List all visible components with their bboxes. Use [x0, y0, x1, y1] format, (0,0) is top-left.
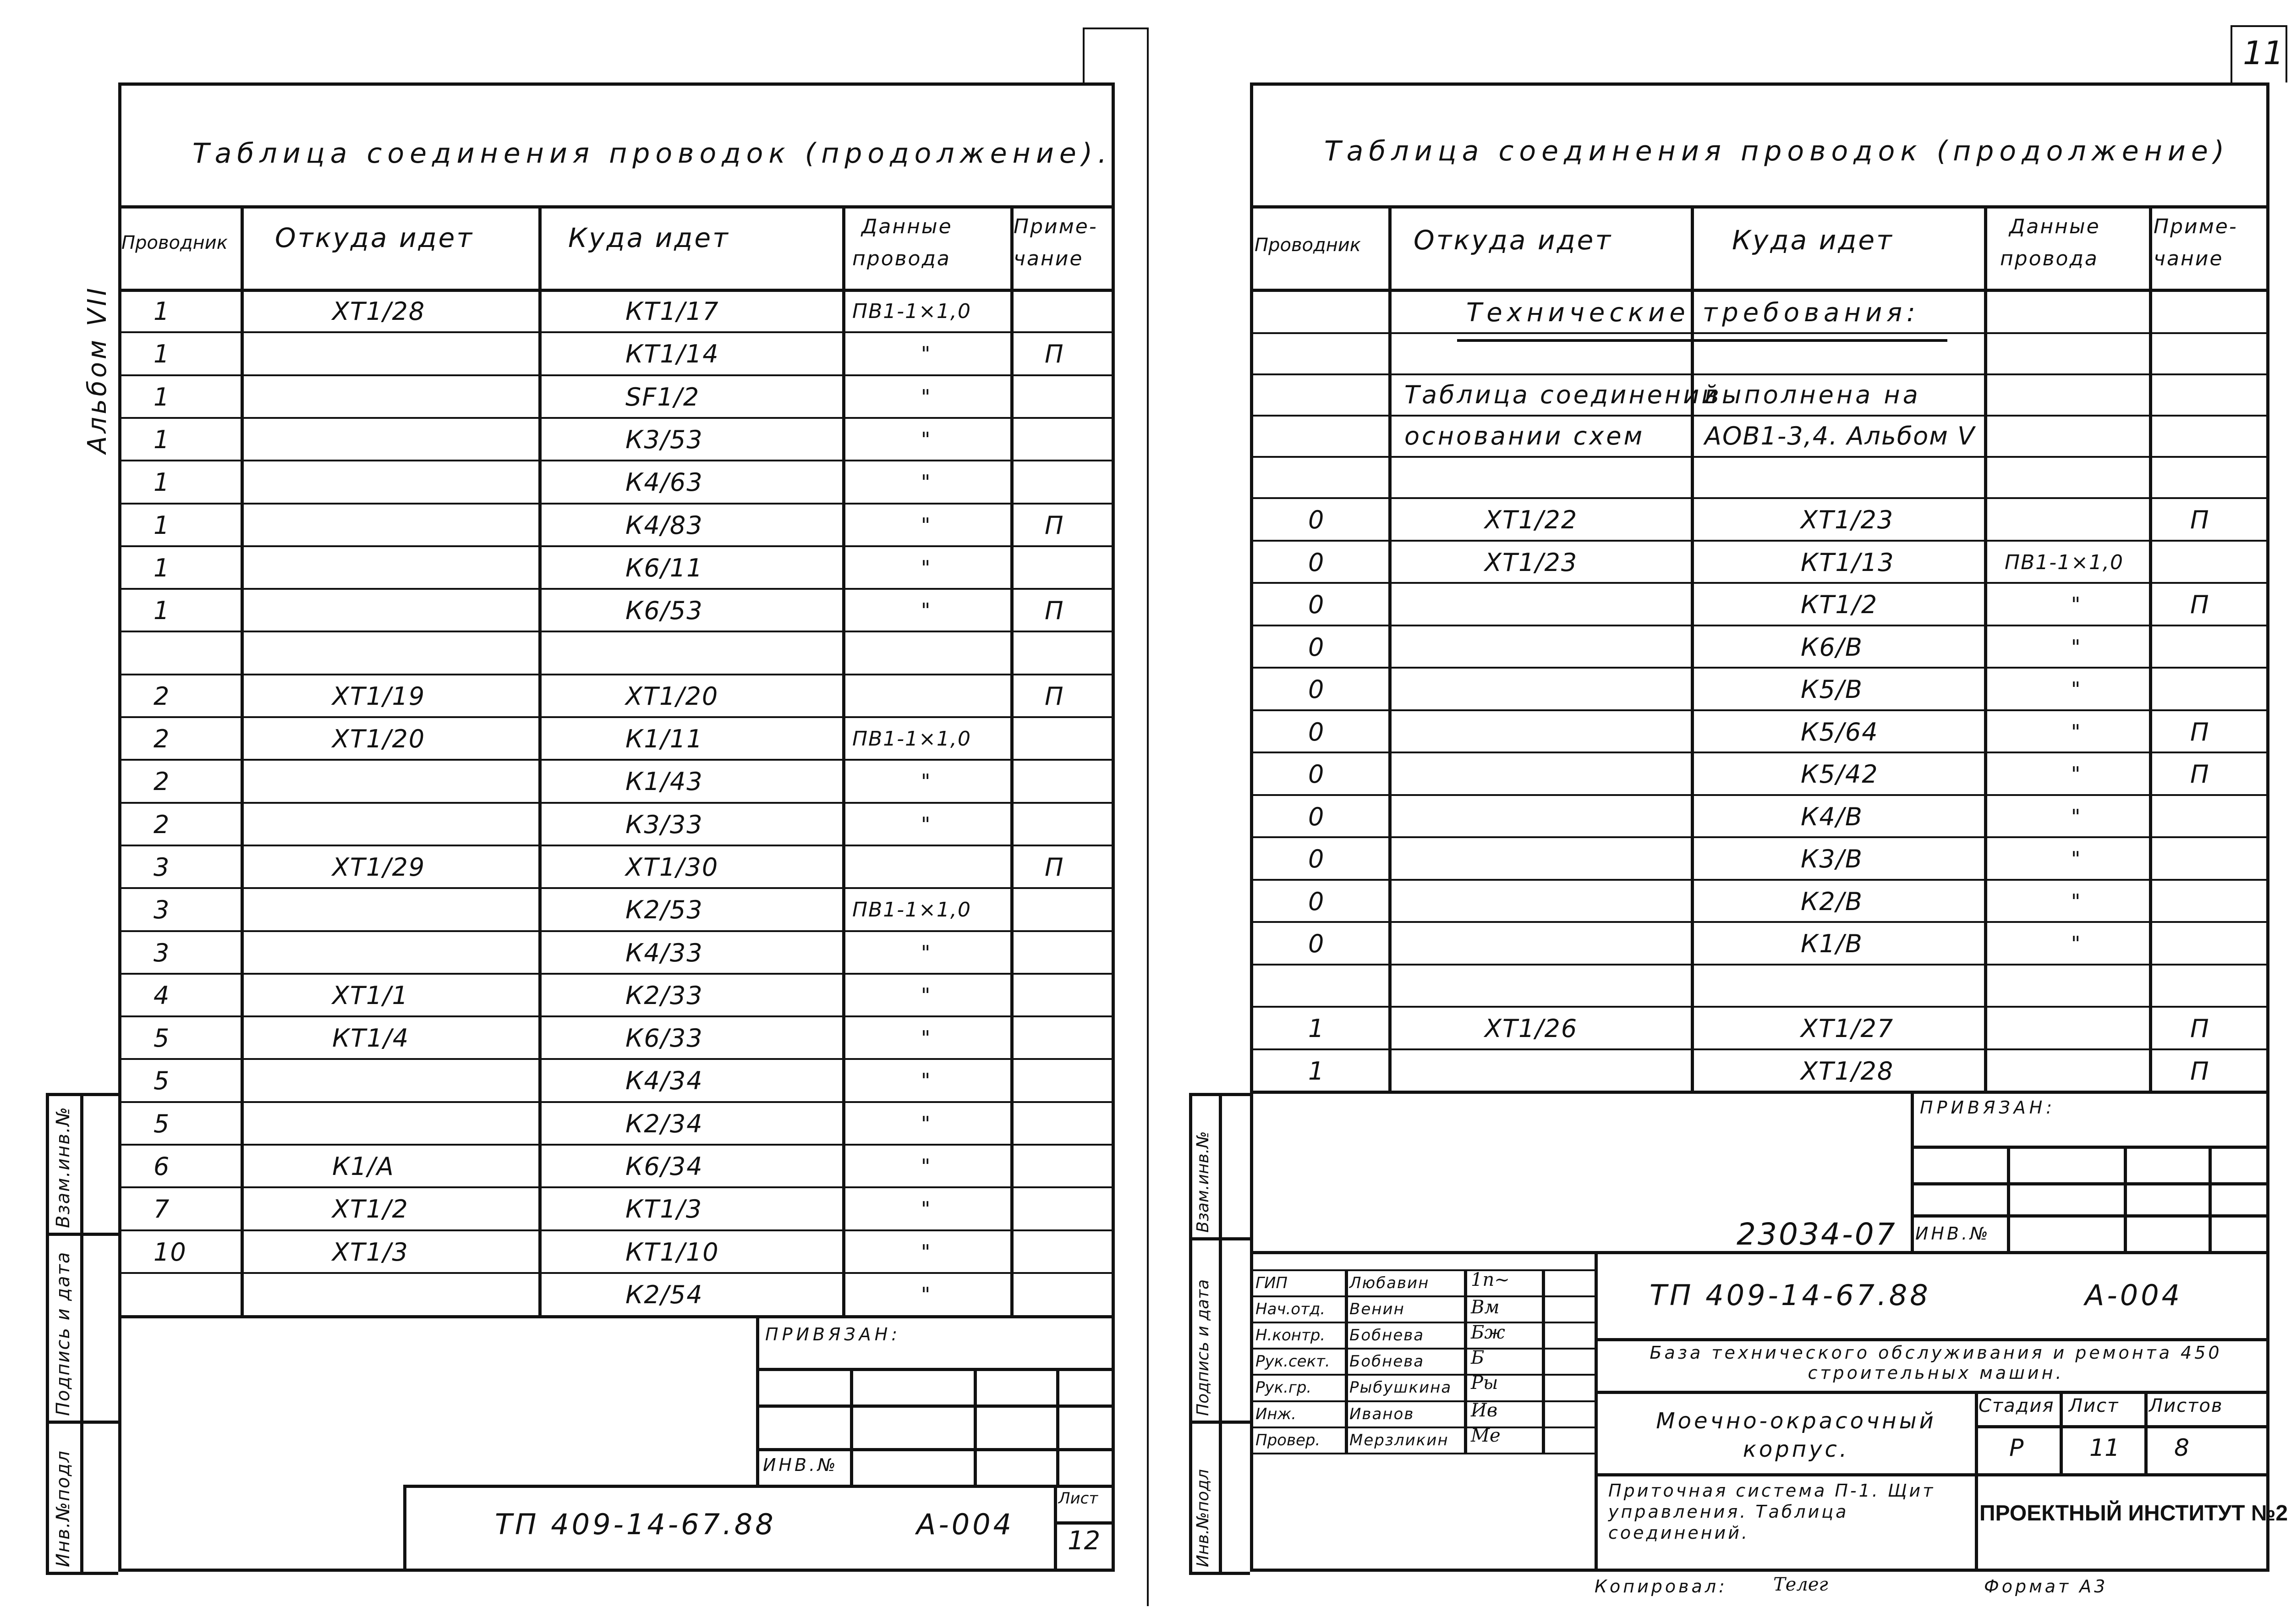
table-row-divider [1250, 625, 2269, 626]
cell-data: " [921, 1069, 932, 1093]
left-table-bottom [118, 1315, 1115, 1318]
cell-to: К2/33 [625, 981, 703, 1010]
stamp-role: Нач.отд. [1255, 1300, 1326, 1319]
table-row-divider [118, 588, 1115, 590]
cell-wire: 1 [153, 340, 170, 369]
copier-signature: Телег [1773, 1574, 1828, 1595]
cell-to: К2/54 [625, 1280, 703, 1309]
table-row-divider [118, 417, 1115, 419]
cell-wire: 7 [153, 1195, 170, 1224]
cell-to: К4/34 [625, 1066, 703, 1096]
table-row-divider [1250, 752, 2269, 753]
cell-note: П [1045, 340, 1064, 369]
signature-1: 1n~ [1471, 1269, 1510, 1290]
cell-wire: 1 [1308, 1014, 1325, 1043]
cell-data: " [921, 1197, 932, 1221]
cell-note: П [1045, 681, 1064, 711]
album-label: Альбом VII [82, 285, 112, 454]
cell-wire: 3 [153, 852, 170, 882]
cell-to: К1/В [1801, 929, 1863, 958]
table-row-divider [118, 716, 1115, 718]
cell-note: П [2190, 590, 2210, 619]
cell-wire: 1 [153, 382, 170, 411]
cell-wire: 0 [1308, 675, 1325, 704]
cell-to: КТ1/3 [625, 1195, 703, 1224]
cell-to: К1/11 [625, 724, 703, 753]
cell-data: " [921, 556, 932, 580]
stage-label: Стадия [1979, 1395, 2055, 1416]
stamp-name: Любавин [1349, 1274, 1430, 1292]
right-side-label-3: Инв.№подл [1194, 1469, 1212, 1567]
cell-wire: 0 [1308, 760, 1325, 789]
right-page-number: 11 [2243, 34, 2284, 72]
cell-note: П [2190, 760, 2210, 789]
cell-from: ХТ1/23 [1485, 548, 1578, 577]
sheets-value: 8 [2174, 1434, 2190, 1462]
cell-data: " [921, 385, 932, 409]
table-row-divider [1250, 921, 2269, 923]
stamp-name: Иванов [1349, 1405, 1414, 1423]
cell-to: К6/11 [625, 553, 703, 582]
stamp-name: Мерзликин [1349, 1431, 1449, 1449]
cell-wire: 1 [153, 468, 170, 497]
cell-wire: 5 [153, 1024, 170, 1053]
stamp-name: Венин [1349, 1300, 1405, 1319]
cell-data: " [921, 342, 932, 366]
table-row-divider [118, 930, 1115, 932]
cell-to: К4/83 [625, 510, 703, 540]
right-side-label-2: Подпись и дата [1194, 1279, 1212, 1416]
tech-requirements-heading: Технические требования: [1466, 298, 1920, 328]
cell-from: ХТ1/29 [332, 852, 426, 882]
tech-requirements-underline [1457, 339, 1947, 342]
stamp-name: Бобнева [1349, 1326, 1425, 1345]
left-header-bottom [118, 289, 1115, 292]
cell-to: КТ1/13 [1801, 548, 1895, 577]
cell-data: " [921, 941, 932, 965]
right-header-note-2: чание [2154, 247, 2224, 270]
signature-2: Вм [1471, 1297, 1500, 1318]
stamp-row-divider [1250, 1322, 1595, 1323]
cell-wire: 0 [1308, 887, 1325, 916]
cell-wire: 0 [1308, 802, 1325, 831]
cell-from: ХТ1/22 [1485, 505, 1578, 534]
cell-data: " [921, 513, 932, 537]
left-doc-sheet-code: А-004 [916, 1508, 1014, 1541]
table-row-divider [118, 845, 1115, 846]
cell-data: " [2071, 635, 2082, 659]
project-name: База технического обслуживания и ремонта 450 строительных машин. [1650, 1343, 2222, 1383]
cell-wire: 2 [153, 810, 170, 839]
left-header-from: Откуда идет [275, 222, 474, 253]
cell-from: К1/А [332, 1152, 395, 1181]
right-header-data-1: Данные [2009, 215, 2100, 238]
cell-wire: 2 [153, 681, 170, 711]
table-row-divider [1250, 1006, 2269, 1008]
cell-to: К2/В [1801, 887, 1863, 916]
cell-wire: 0 [1308, 717, 1325, 746]
sheets-label: Листов [2149, 1395, 2223, 1416]
cell-note: П [1045, 596, 1064, 625]
cell-to: К6/В [1801, 632, 1863, 662]
cell-data: ПВ1-1×1,0 [852, 898, 971, 922]
left-side-label-1: Взам.инв.№ [53, 1106, 74, 1228]
signature-5: Ры [1471, 1372, 1498, 1394]
note-line-2a: основании схем [1404, 422, 1645, 450]
cell-wire: 1 [1308, 1056, 1325, 1086]
left-header-data-1: Данные [861, 215, 953, 238]
table-row-divider [118, 1101, 1115, 1103]
stamp-role: ГИП [1255, 1274, 1288, 1292]
cell-wire: 3 [153, 938, 170, 967]
sheet-value: 11 [2089, 1434, 2120, 1462]
institute-name: ПРОЕКТНЫЙ ИНСТИТУТ №2 [1979, 1501, 2288, 1525]
cell-wire: 5 [153, 1066, 170, 1096]
table-row-divider [118, 1015, 1115, 1017]
cell-data: " [2071, 678, 2082, 701]
cell-wire: 1 [153, 553, 170, 582]
drawing-name: Приточная система П-1. Щит управления. Таблица соединений. [1608, 1481, 1935, 1543]
cell-to: К5/42 [1801, 760, 1879, 789]
cell-wire: 1 [153, 596, 170, 625]
stamp-role: Инж. [1255, 1405, 1297, 1423]
cell-wire: 1 [153, 425, 170, 454]
table-row-divider [118, 460, 1115, 461]
left-header-top [118, 205, 1115, 208]
cell-wire: 6 [153, 1152, 170, 1181]
table-row-divider [1250, 879, 2269, 881]
cell-wire: 0 [1308, 845, 1325, 873]
stamp-role: Провер. [1255, 1431, 1321, 1449]
left-privyazan: ПРИВЯЗАН: [765, 1324, 901, 1344]
cell-note: П [1045, 510, 1064, 540]
stamp-row-divider [1250, 1400, 1595, 1402]
cell-data: " [921, 1240, 932, 1264]
cell-to: К3/53 [625, 425, 703, 454]
cell-to: К6/53 [625, 596, 703, 625]
cell-to: КТ1/2 [1801, 590, 1878, 619]
left-inv-no: ИНВ.№ [763, 1455, 839, 1475]
cell-wire: 0 [1308, 590, 1325, 619]
note-line-2b: АОВ1-3,4. Альбом V [1705, 422, 1976, 450]
cell-to: ХТ1/30 [625, 852, 719, 882]
table-row-divider [118, 631, 1115, 632]
signature-3: Бж [1471, 1322, 1505, 1343]
cell-note: П [2190, 717, 2210, 746]
signature-4: Б [1471, 1347, 1485, 1368]
table-row-divider [1250, 964, 2269, 966]
right-privyazan: ПРИВЯЗАН: [1920, 1097, 2056, 1118]
cell-data: " [921, 428, 932, 451]
cell-to: КТ1/10 [625, 1237, 719, 1267]
cell-to: КТ1/17 [625, 297, 719, 326]
stamp-row-divider [1250, 1426, 1595, 1428]
cell-data: " [921, 1283, 932, 1306]
cell-wire: 0 [1308, 632, 1325, 662]
cell-to: К4/В [1801, 802, 1863, 831]
copied-label: Копировал: [1595, 1576, 1727, 1597]
left-header-note-2: чание [1014, 247, 1084, 270]
cell-from: ХТ1/26 [1485, 1014, 1578, 1043]
table-row-divider [1250, 540, 2269, 542]
cell-to: SF1/2 [625, 382, 700, 411]
cell-data: " [921, 599, 932, 623]
left-list-label: Лист [1058, 1489, 1098, 1508]
cell-wire: 4 [153, 981, 170, 1010]
table-row-divider [1250, 582, 2269, 584]
cell-data: " [921, 471, 932, 494]
cell-data: " [2071, 763, 2082, 786]
cell-to: К5/В [1801, 675, 1863, 704]
cell-wire: 1 [153, 510, 170, 540]
table-row-divider [1250, 836, 2269, 838]
table-row-divider [118, 374, 1115, 376]
table-row-divider [118, 887, 1115, 889]
table-row-divider [1250, 1048, 2269, 1050]
format-label: Формат А3 [1984, 1576, 2108, 1597]
signature-6: Ив [1471, 1400, 1498, 1421]
inventory-number-handwritten: 23034-07 [1737, 1217, 1897, 1252]
cell-wire: 2 [153, 724, 170, 753]
cell-to: К5/64 [1801, 717, 1879, 746]
right-doc-sheet-code: А-004 [2085, 1278, 2183, 1312]
cell-to: К6/34 [625, 1152, 703, 1181]
left-header-note-1: Приме- [1014, 215, 1098, 238]
stamp-row-divider [1250, 1374, 1595, 1376]
table-row-divider [118, 1229, 1115, 1231]
right-header-data-2: провода [2000, 247, 2099, 270]
cell-data: " [2071, 593, 2082, 616]
cell-to: К2/53 [625, 895, 703, 925]
left-side-label-2: Подпись и дата [53, 1251, 74, 1416]
cell-note: П [2190, 1056, 2210, 1086]
cell-to: ХТ1/28 [1801, 1056, 1894, 1086]
cell-from: КТ1/4 [332, 1024, 410, 1053]
cell-to: К4/33 [625, 938, 703, 967]
cell-to: К4/63 [625, 468, 703, 497]
cell-wire: 0 [1308, 505, 1325, 534]
cell-wire: 1 [153, 297, 170, 326]
note-line-1b: выполнена на [1705, 380, 1921, 409]
right-table-title: Таблица соединения проводок (продолжение) [1324, 135, 2230, 167]
table-row-divider [1250, 709, 2269, 711]
cell-data: " [921, 1026, 932, 1050]
cell-from: ХТ1/19 [332, 681, 426, 711]
table-row-divider [118, 1272, 1115, 1274]
cell-data: ПВ1-1×1,0 [2005, 550, 2124, 574]
right-side-label-1: Взам.инв.№ [1194, 1131, 1212, 1233]
stamp-name: Бобнева [1349, 1352, 1425, 1371]
table-row-divider [118, 331, 1115, 333]
cell-wire: 10 [153, 1237, 187, 1267]
cell-to: К2/34 [625, 1109, 703, 1138]
left-header-wire: Проводник [121, 232, 228, 253]
left-table-title: Таблица соединения проводок (продолжение). [192, 137, 1113, 170]
table-row-divider [1250, 667, 2269, 669]
stamp-row-divider [1250, 1348, 1595, 1350]
cell-from: ХТ1/28 [332, 297, 426, 326]
table-row-divider [118, 1058, 1115, 1060]
cell-data: " [2071, 847, 2082, 871]
cell-from: ХТ1/3 [332, 1237, 409, 1267]
note-line-1a: Таблица соединений [1404, 380, 1720, 409]
cell-data: " [2071, 932, 2082, 955]
cell-to: К3/33 [625, 810, 703, 839]
left-doc-code: ТП 409-14-67.88 [495, 1508, 776, 1541]
cell-data: ПВ1-1×1,0 [852, 727, 971, 751]
cell-wire: 0 [1308, 548, 1325, 577]
cell-to: ХТ1/23 [1801, 505, 1894, 534]
cell-data: " [2071, 805, 2082, 828]
table-row-divider [118, 1186, 1115, 1188]
cell-to: К3/В [1801, 845, 1863, 873]
cell-data: " [921, 983, 932, 1007]
left-corner-box [1083, 27, 1085, 82]
right-header-wire: Проводник [1255, 235, 1361, 256]
table-row-divider [118, 674, 1115, 675]
left-list-number: 12 [1068, 1526, 1101, 1556]
right-header-to: Куда идет [1732, 225, 1894, 256]
table-row-divider [1250, 794, 2269, 796]
cell-data: " [921, 770, 932, 794]
left-side-label-3: Инв.№подл [53, 1450, 74, 1567]
cell-data: " [921, 1155, 932, 1178]
cell-wire: 5 [153, 1109, 170, 1138]
cell-data: " [921, 1112, 932, 1136]
stamp-role: Рук.гр. [1255, 1378, 1312, 1397]
cell-data: ПВ1-1×1,0 [852, 300, 971, 323]
cell-to: ХТ1/20 [625, 681, 719, 711]
cell-from: ХТ1/1 [332, 981, 409, 1010]
stamp-row-divider [1250, 1295, 1595, 1297]
stage-value: Р [2009, 1434, 2024, 1462]
right-doc-code: ТП 409-14-67.88 [1650, 1278, 1931, 1312]
cell-to: ХТ1/27 [1801, 1014, 1894, 1043]
cell-wire: 3 [153, 895, 170, 925]
sheet-label: Лист [2069, 1395, 2119, 1416]
stamp-name: Рыбушкина [1349, 1378, 1452, 1397]
cell-note: П [2190, 505, 2210, 534]
cell-note: П [1045, 852, 1064, 882]
right-header-from: Откуда идет [1414, 225, 1613, 256]
right-header-note-1: Приме- [2154, 215, 2238, 238]
cell-to: К6/33 [625, 1024, 703, 1053]
table-row-divider [118, 759, 1115, 761]
cell-note: П [2190, 1014, 2210, 1043]
cell-from: ХТ1/20 [332, 724, 426, 753]
table-row-divider [118, 973, 1115, 975]
object-name: Моечно-окрасочный корпус. [1656, 1408, 1936, 1462]
cell-wire: 0 [1308, 929, 1325, 958]
cell-to: К1/43 [625, 767, 703, 796]
stamp-role: Н.контр. [1255, 1326, 1326, 1345]
stamp-role: Рук.сект. [1255, 1352, 1330, 1371]
cell-data: " [921, 812, 932, 836]
cell-to: КТ1/14 [625, 340, 719, 369]
right-inv-no: ИНВ.№ [1915, 1223, 1991, 1244]
cell-wire: 2 [153, 767, 170, 796]
signature-7: Ме [1471, 1425, 1501, 1446]
left-header-data-2: провода [852, 247, 951, 270]
table-row-divider [118, 503, 1115, 505]
cell-from: ХТ1/2 [332, 1195, 409, 1224]
left-header-to: Куда идет [568, 222, 730, 253]
table-row-divider [118, 802, 1115, 804]
table-row-divider [118, 545, 1115, 547]
cell-data: " [2071, 889, 2082, 913]
cell-data: " [2071, 720, 2082, 744]
table-row-divider [118, 1144, 1115, 1146]
